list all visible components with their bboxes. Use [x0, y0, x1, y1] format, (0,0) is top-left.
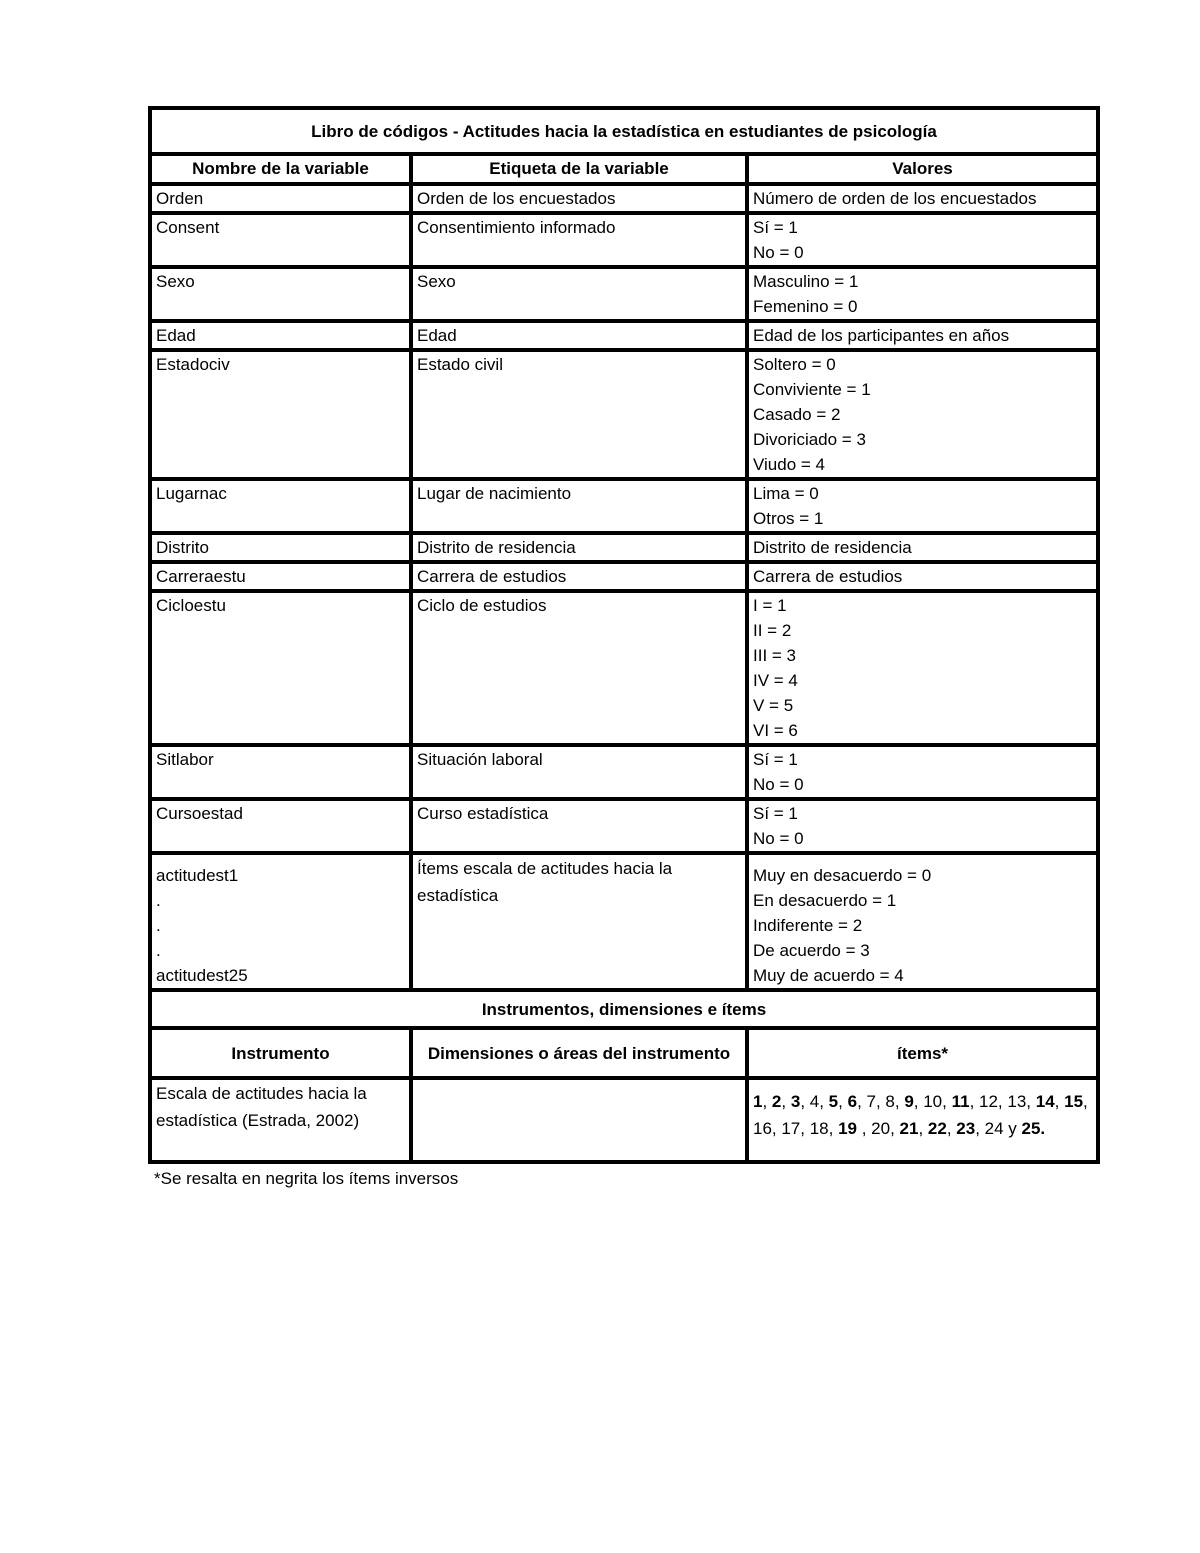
table-row [150, 1078, 1098, 1162]
cell-line: Edad [417, 326, 457, 345]
cell-name [150, 591, 411, 745]
item-text: , 4, [800, 1092, 829, 1111]
cell-name [150, 799, 411, 853]
table-row [150, 213, 1098, 267]
table-row [150, 799, 1098, 853]
cell-label [411, 184, 747, 213]
item-text: , 20, [857, 1119, 900, 1138]
cell-values [747, 799, 1098, 853]
item-inverse: 21 [899, 1119, 919, 1138]
cell-line: Femenino = 0 [753, 297, 858, 316]
header-instrument: Instrumento [150, 1028, 411, 1078]
cell-line: . [156, 916, 161, 935]
header-items: ítems* [747, 1028, 1098, 1078]
cell-name [150, 562, 411, 591]
cell-line: Casado = 2 [753, 405, 841, 424]
cell-line: No = 0 [753, 829, 804, 848]
cell-name [150, 321, 411, 350]
cell-name [150, 213, 411, 267]
table-row [150, 350, 1098, 479]
item-inverse: 15 [1064, 1092, 1084, 1111]
cell-line: En desacuerdo = 1 [753, 891, 897, 910]
table-row [150, 591, 1098, 745]
cell-values [747, 533, 1098, 562]
section-title: Instrumentos, dimensiones e ítems [150, 990, 1098, 1028]
cell-line: Sitlabor [156, 750, 214, 769]
item-inverse: 2 [771, 1092, 782, 1111]
cell-line: Orden [156, 189, 204, 208]
item-inverse: 23 [956, 1119, 976, 1138]
table-row [150, 267, 1098, 321]
cell-line: Número de orden de los encuestados [753, 189, 1037, 208]
item-text: , 16, 17, 18, [753, 1092, 1088, 1138]
cell-line: Distrito de residencia [417, 538, 576, 557]
cell-line: Soltero = 0 [753, 355, 836, 374]
cell-line: Conviviente = 1 [753, 380, 871, 399]
codebook-table [148, 106, 1100, 1164]
item-text: , 7, 8, [857, 1092, 905, 1111]
cell-line: Escala de actitudes hacia la estadística (Estrada, 2002) [156, 1084, 367, 1130]
item-text: , [781, 1092, 791, 1111]
cell-line: Ciclo de estudios [417, 596, 547, 615]
item-text: , [762, 1092, 772, 1111]
cell-values [747, 853, 1098, 990]
cell-line: Otros = 1 [753, 509, 824, 528]
table-row [150, 479, 1098, 533]
item-text: , [918, 1119, 928, 1138]
cell-line: . [156, 891, 161, 910]
cell-label [411, 321, 747, 350]
cell-name [150, 745, 411, 799]
cell-line: Sí = 1 [753, 750, 798, 769]
header-row [150, 154, 1098, 184]
table-row [150, 184, 1098, 213]
item-inverse: 5 [828, 1092, 839, 1111]
cell-values [747, 479, 1098, 533]
cell-line: VI = 6 [753, 721, 798, 740]
header-dimensions: Dimensiones o áreas del instrumento [411, 1028, 747, 1078]
cell-line: V = 5 [753, 696, 794, 715]
cell-line: III = 3 [753, 646, 796, 665]
cell-line: No = 0 [753, 243, 804, 262]
cell-line: De acuerdo = 3 [753, 941, 870, 960]
cell-label [411, 213, 747, 267]
cell-line: Distrito de residencia [753, 538, 912, 557]
cell-line: No = 0 [753, 775, 804, 794]
cell-name [150, 479, 411, 533]
cell-line: Divoriciado = 3 [753, 430, 866, 449]
cell-line: I = 1 [753, 596, 787, 615]
item-inverse: 6 [847, 1092, 858, 1111]
table-row [150, 745, 1098, 799]
cell-label [411, 267, 747, 321]
cell-line: IV = 4 [753, 671, 798, 690]
cell-line: Orden de los encuestados [417, 189, 616, 208]
cell-line: Curso estadística [417, 804, 549, 823]
cell-line: Situación laboral [417, 750, 543, 769]
cell-label [411, 479, 747, 533]
codebook-document [148, 106, 1096, 1190]
item-inverse: 25. [1021, 1119, 1046, 1138]
item-text: , 12, 13, [969, 1092, 1036, 1111]
cell-line: actitudest25 [156, 966, 248, 985]
table-title: Libro de códigos - Actitudes hacia la estadística en estudiantes de psicología [150, 108, 1098, 154]
item-text: , [946, 1119, 957, 1138]
cell-label [411, 799, 747, 853]
item-text: , 24 y [975, 1119, 1022, 1138]
cell-line: Ítems escala de actitudes hacia la estadística [417, 859, 673, 905]
cell-line: Masculino = 1 [753, 272, 859, 291]
cell-line: Sí = 1 [753, 804, 798, 823]
cell-values [747, 591, 1098, 745]
table-row [150, 853, 1098, 990]
cell-name [150, 853, 411, 990]
cell-line: Carreraestu [156, 567, 246, 586]
cell-name [150, 533, 411, 562]
item-inverse: 1 [753, 1092, 763, 1111]
cell-name [150, 267, 411, 321]
item-inverse: 22 [927, 1119, 947, 1138]
cell-line: Consent [156, 218, 220, 237]
table-row [150, 321, 1098, 350]
cell-line: Edad [156, 326, 196, 345]
cell-line: . [156, 941, 161, 960]
cell-line: Cicloestu [156, 596, 226, 615]
item-inverse: 3 [790, 1092, 801, 1111]
item-text: , 10, [913, 1092, 952, 1111]
cell-line: Muy en desacuerdo = 0 [753, 866, 932, 885]
cell-values [747, 267, 1098, 321]
cell-label [411, 350, 747, 479]
cell-line: actitudest1 [156, 866, 239, 885]
cell-label [411, 591, 747, 745]
cell-line: Lima = 0 [753, 484, 819, 503]
cell-line: Viudo = 4 [753, 455, 826, 474]
cell-line: Lugar de nacimiento [417, 484, 572, 503]
table-row [150, 533, 1098, 562]
items-list [753, 1080, 1096, 1142]
cell-items [747, 1078, 1098, 1162]
cell-values [747, 213, 1098, 267]
cell-name [150, 184, 411, 213]
footnote: *Se resalta en negrita los ítems inversos [154, 1169, 459, 1188]
title-row [150, 108, 1098, 154]
cell-label [411, 562, 747, 591]
cell-line: Estado civil [417, 355, 503, 374]
cell-line: Edad de los participantes en años [753, 326, 1010, 345]
cell-values [747, 562, 1098, 591]
item-text: , [838, 1092, 848, 1111]
cell-line: Consentimiento informado [417, 218, 616, 237]
cell-line: Sexo [156, 272, 195, 291]
section-title-row [150, 990, 1098, 1028]
header-variable-name: Nombre de la variable [150, 154, 411, 184]
cell-line: Distrito [156, 538, 209, 557]
cell-line: Sexo [417, 272, 456, 291]
cell-values [747, 745, 1098, 799]
item-inverse: 19 [838, 1119, 857, 1138]
item-text: , [1054, 1092, 1065, 1111]
cell-instrument [150, 1078, 411, 1162]
section-header-row [150, 1028, 1098, 1078]
cell-line: Sí = 1 [753, 218, 798, 237]
cell-label [411, 745, 747, 799]
item-inverse: 14 [1035, 1092, 1055, 1111]
cell-line: Muy de acuerdo = 4 [753, 966, 904, 985]
item-inverse: 11 [951, 1092, 970, 1111]
cell-values [747, 321, 1098, 350]
cell-line: II = 2 [753, 621, 792, 640]
cell-line: Indiferente = 2 [753, 916, 863, 935]
cell-line: Lugarnac [156, 484, 227, 503]
table-row [150, 562, 1098, 591]
cell-line: Carrera de estudios [753, 567, 903, 586]
cell-label [411, 853, 747, 990]
header-values: Valores [747, 154, 1098, 184]
cell-line: Cursoestad [156, 804, 243, 823]
item-inverse: 9 [904, 1092, 914, 1111]
cell-label [411, 533, 747, 562]
cell-name [150, 350, 411, 479]
cell-line: Estadociv [156, 355, 230, 374]
cell-values [747, 184, 1098, 213]
header-variable-label: Etiqueta de la variable [411, 154, 747, 184]
cell-line: Carrera de estudios [417, 567, 567, 586]
cell-values [747, 350, 1098, 479]
cell-dimensions [411, 1078, 747, 1162]
